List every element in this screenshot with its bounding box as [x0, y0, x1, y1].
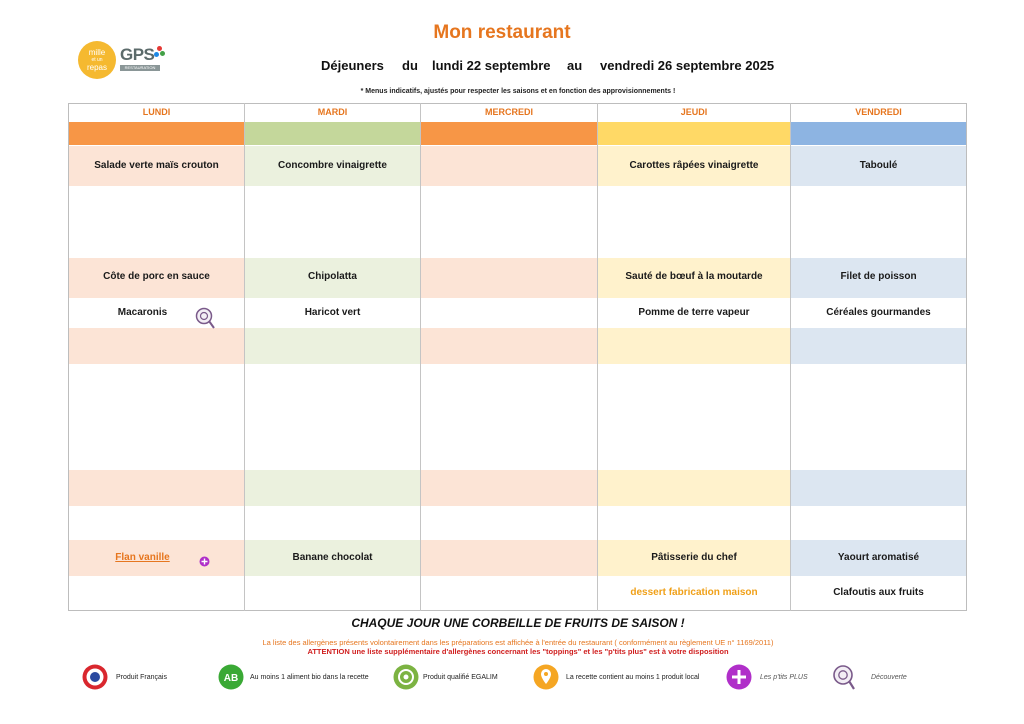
- subtitle-start-date: lundi 22 septembre: [432, 58, 551, 73]
- day-header: LUNDI: [142, 107, 171, 117]
- page-title: Mon restaurant: [433, 22, 571, 43]
- menu-note: * Menus indicatifs, ajustés pour respecter les saisons et en fonction des approvisionnements !: [360, 88, 676, 95]
- side-dish: Haricot vert: [304, 307, 361, 318]
- main-dish: Sauté de bœuf à la moutarde: [625, 271, 763, 282]
- mille-et-un-repas-logo: mille et un repas: [78, 41, 116, 79]
- side-dish: Céréales gourmandes: [826, 307, 931, 318]
- plus-icon: [726, 664, 752, 690]
- day-column-thursday: [598, 104, 790, 610]
- plus-icon: [199, 556, 210, 567]
- day-column-tuesday: [245, 104, 420, 610]
- entree: Carottes râpées vinaigrette: [629, 160, 759, 171]
- side-dish: Pomme de terre vapeur: [638, 307, 750, 318]
- legend-label-organic: Au moins 1 aliment bio dans la recette: [250, 674, 369, 681]
- side-dish: Macaronis: [117, 307, 168, 318]
- dessert: Banane chocolat: [292, 552, 373, 563]
- day-color-bar: [421, 122, 597, 145]
- day-column-monday: [69, 104, 244, 610]
- organic-ab-icon: [218, 664, 244, 690]
- allergen-info: La liste des allergènes présents volontairement dans les préparations est affichée à l'entrée du restaurant ( conformément au règlement UE n° 1169/2011): [262, 638, 774, 647]
- day-column-friday: [791, 104, 966, 610]
- entree: Taboulé: [859, 160, 898, 171]
- day-header: MERCREDI: [484, 107, 533, 117]
- dessert: Pâtisserie du chef: [651, 552, 737, 563]
- legend-label-discovery: Découverte: [871, 674, 907, 681]
- entree: Salade verte maïs crouton: [94, 160, 219, 171]
- discovery-icon: [195, 307, 217, 331]
- discovery-icon: [832, 664, 858, 692]
- dessert-note: dessert fabrication maison: [630, 587, 758, 598]
- day-color-bar: [69, 122, 244, 145]
- entree: Concombre vinaigrette: [278, 160, 387, 171]
- main-dish: Côte de porc en sauce: [103, 271, 210, 282]
- subtitle-from: du: [402, 58, 418, 73]
- day-header: VENDREDI: [855, 107, 902, 117]
- main-dish: Chipolatta: [308, 271, 357, 282]
- day-color-bar: [245, 122, 420, 145]
- subtitle-lunch: Déjeuners: [321, 58, 384, 73]
- local-pin-icon: [533, 664, 559, 690]
- day-header: MARDI: [317, 107, 348, 117]
- svg-text:AB: AB: [223, 673, 239, 684]
- day-column-wednesday: [421, 104, 597, 610]
- fruit-basket-banner: CHAQUE JOUR UNE CORBEILLE DE FRUITS DE SAISON !: [351, 616, 685, 630]
- legend-label-local: La recette contient au moins 1 produit local: [566, 674, 700, 681]
- dessert-link[interactable]: Flan vanille: [115, 552, 170, 563]
- legend-label-french: Produit Français: [116, 674, 167, 681]
- egalim-icon: [393, 664, 419, 690]
- gps-logo: GPS RESTAURATION: [120, 45, 164, 75]
- legend-label-egalim: Produit qualifié EGALIM: [423, 674, 498, 681]
- dessert-2: Clafoutis aux fruits: [833, 587, 924, 598]
- main-dish: Filet de poisson: [840, 271, 917, 282]
- day-color-bar: [791, 122, 966, 145]
- subtitle-end-date: vendredi 26 septembre 2025: [600, 58, 775, 73]
- allergen-warning: ATTENTION une liste supplémentaire d'allergènes concernant les "toppings" et les "p'tits plus" est à votre disposition: [307, 647, 729, 656]
- day-header: JEUDI: [680, 107, 708, 117]
- dessert: Yaourt aromatisé: [837, 552, 920, 563]
- day-color-bar: [598, 122, 790, 145]
- french-flag-icon: [81, 663, 109, 691]
- legend-label-plus: Les p'tits PLUS: [760, 674, 808, 681]
- subtitle-to: au: [567, 58, 583, 73]
